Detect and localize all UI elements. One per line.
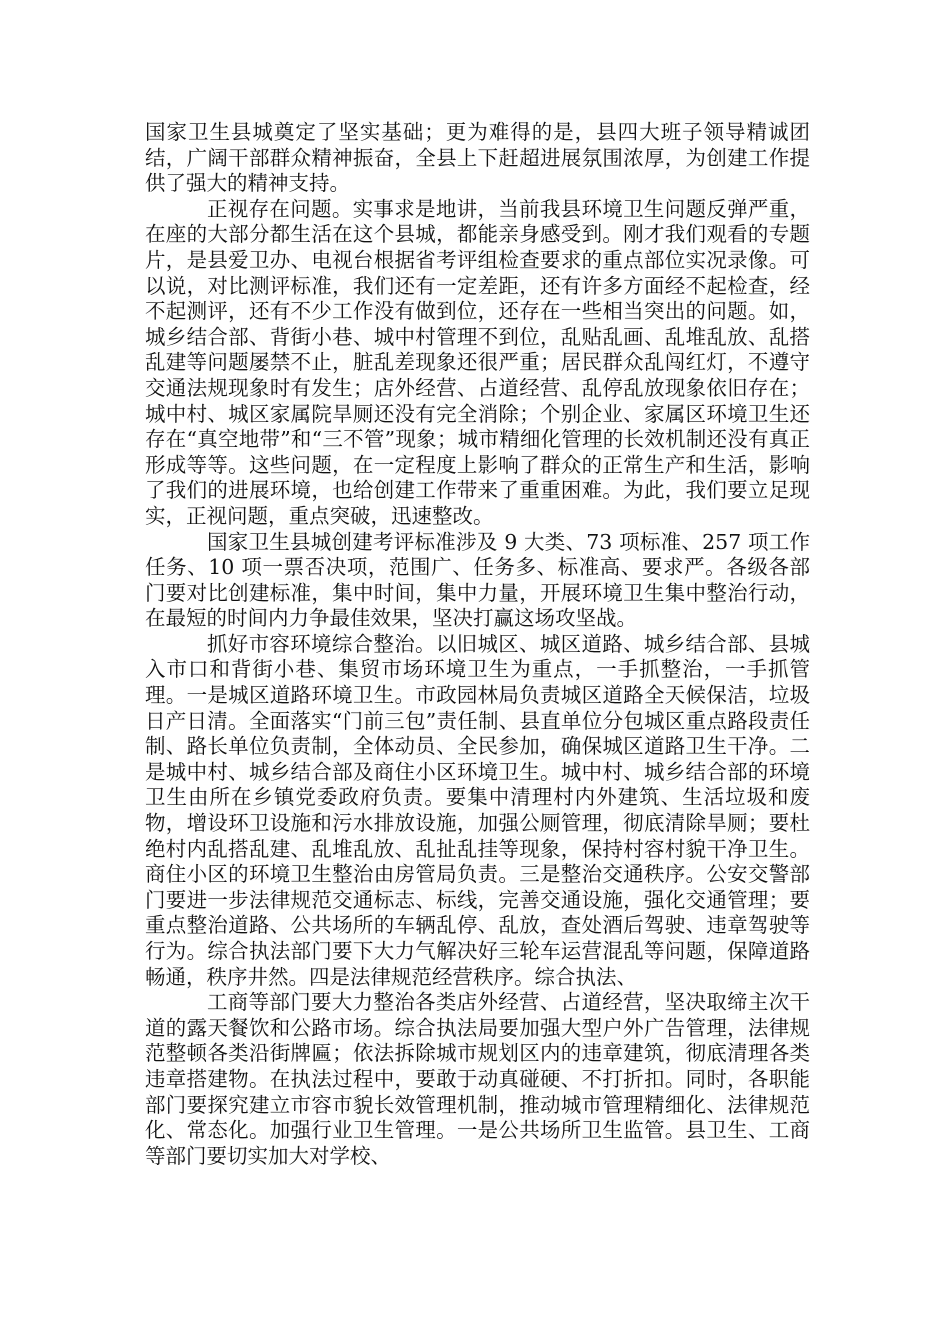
paragraph-evaluation-standards: 国家卫生县城创建考评标准涉及 9 大类、73 项标准、257 项工作任务、10 项一票否决项，范围广、任务多、标准高、要求严。各级各部门要对比创建标准，集中时间，集中力量，开展环境卫生集中整治行动，在最短的时间内力争最佳效果，坚决打赢这场攻坚战。 (145, 529, 810, 631)
paragraph-foundation: 国家卫生县城奠定了坚实基础；更为难得的是，县四大班子领导精诚团结，广阔干部群众精神振奋，全县上下赶超进展氛围浓厚，为创建工作提供了强大的精神支持。 (145, 120, 810, 196)
document-page (145, 120, 810, 1169)
paragraph-city-environment: 抓好市容环境综合整治。以旧城区、城区道路、城乡结合部、县城入市口和背街小巷、集贸市场环境卫生为重点，一手抓整治，一手抓管理。一是城区道路环境卫生。市政园林局负责城区道路全天候保洁，垃圾日产日清。全面落实“门前三包”责任制、县直单位分包城区重点路段责任制、路长单位负责制，全体动员、全民参加，确保城区道路卫生干净。二是城中村、城乡结合部及商住小区环境卫生。城中村、城乡结合部的环境卫生由所在乡镇党委政府负责。要集中清理村内外建筑、生活垃圾和废物，增设环卫设施和污水排放设施，加强公厕管理，彻底清除旱厕；要杜绝村内乱搭乱建、乱堆乱放、乱扯乱挂等现象，保持村容村貌干净卫生。商住小区的环境卫生整治由房管局负责。三是整治交通秩序。公安交警部门要进一步法律规范交通标志、标线，完善交通设施，强化交通管理；要重点整治道路、公共场所的车辆乱停、乱放，查处酒后驾驶、违章驾驶等行为。综合执法部门要下大力气解决好三轮车运营混乱等问题，保障道路畅通，秩序井然。四是法律规范经营秩序。综合执法、 (145, 631, 810, 989)
paragraph-face-problems: 正视存在问题。实事求是地讲，当前我县环境卫生问题反弹严重，在座的大部分都生活在这个县城，都能亲身感受到。刚才我们观看的专题片，是县爱卫办、电视台根据省考评组检查要求的重点部位实况录像。可以说，对比测评标准，我们还有一定差距，还有许多方面经不起检查，经不起测评，还有不少工作没有做到位，还存在一些相当突出的问题。如，城乡结合部、背街小巷、城中村管理不到位，乱贴乱画、乱堆乱放、乱搭乱建等问题屡禁不止，脏乱差现象还很严重；居民群众乱闯红灯，不遵守交通法规现象时有发生；店外经营、占道经营、乱停乱放现象依旧存在；城中村、城区家属院旱厕还没有完全消除；个别企业、家属区环境卫生还存在“真空地带”和“三不管”现象；城市精细化管理的长效机制还没有真正形成等等。这些问题，在一定程度上影响了群众的正常生产和生活，影响了我们的进展环境，也给创建工作带来了重重困难。为此，我们要立足现实，正视问题，重点突破，迅速整改。 (145, 196, 810, 528)
paragraph-business-order: 工商等部门要大力整治各类店外经营、占道经营，坚决取缔主次干道的露天餐饮和公路市场。综合执法局要加强大型户外广告管理，法律规范整顿各类沿街牌匾；依法拆除城市规划区内的违章建筑，彻底清理各类违章搭建物。在执法过程中，要敢于动真碰硬、不打折扣。同时，各职能部门要探究建立市容市貌长效管理机制，推动城市管理精细化、法律规范化、常态化。加强行业卫生管理。一是公共场所卫生监管。县卫生、工商等部门要切实加大对学校、 (145, 990, 810, 1168)
